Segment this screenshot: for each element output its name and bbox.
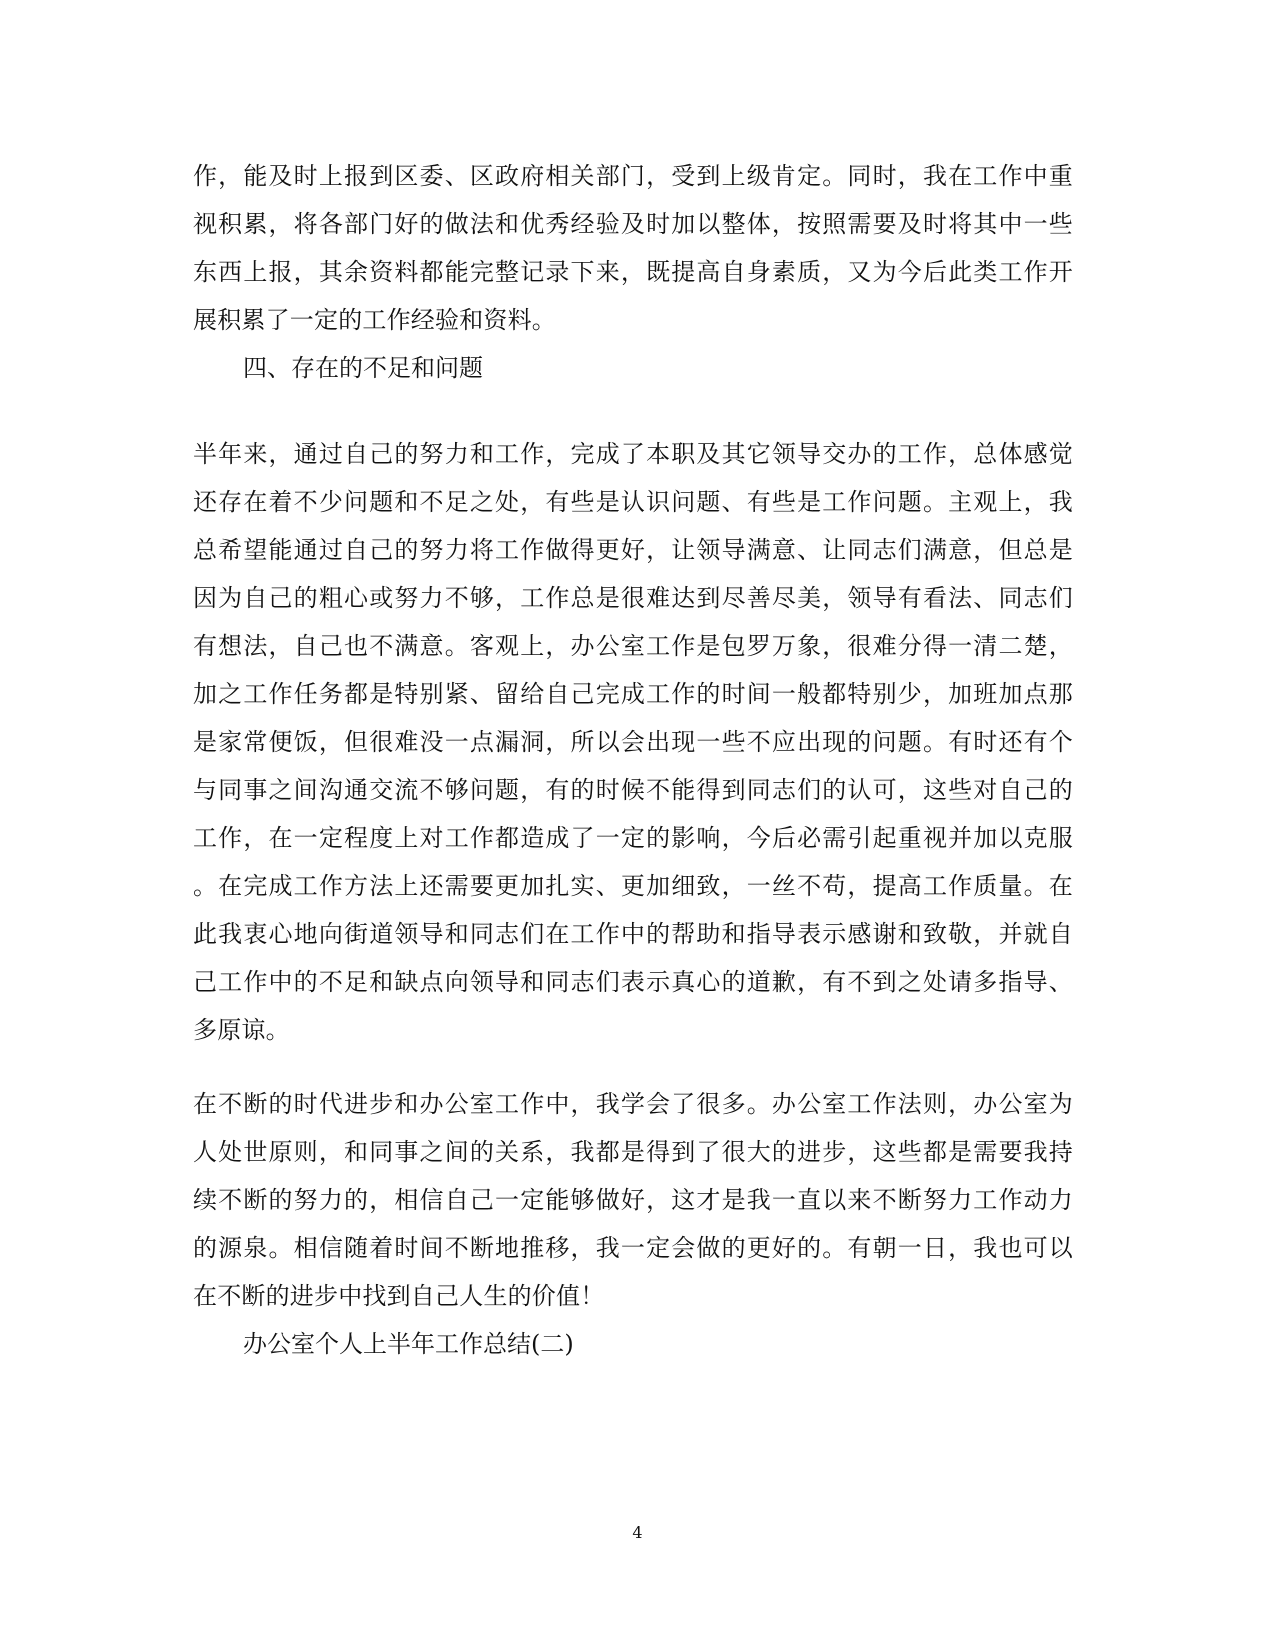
text-line: 工作，在一定程度上对工作都造成了一定的影响，今后必需引起重视并加以克服 [193,824,1073,852]
text-line: 己工作中的不足和缺点向领导和同志们表示真心的道歉，有不到之处请多指导、 [193,968,1073,996]
paragraph-shortcomings [193,430,1073,1054]
text-line: 在不断的进步中找到自己人生的价值！ [193,1282,605,1310]
text-line: 在不断的时代进步和办公室工作中，我学会了很多。办公室工作法则，办公室为 [193,1090,1073,1118]
text-line: 。在完成工作方法上还需要更加扎实、更加细致，一丝不苟，提高工作质量。在 [193,872,1073,900]
text-line: 半年来，通过自己的努力和工作，完成了本职及其它领导交办的工作，总体感觉 [193,440,1073,468]
text-line: 作，能及时上报到区委、区政府相关部门，受到上级肯定。同时，我在工作中重 [193,162,1073,190]
text-line: 此我衷心地向街道领导和同志们在工作中的帮助和指导表示感谢和致敬，并就自 [193,920,1073,948]
text-line: 视积累，将各部门好的做法和优秀经验及时加以整体，按照需要及时将其中一些 [193,210,1073,238]
text-line: 总希望能通过自己的努力将工作做得更好，让领导满意、让同志们满意，但总是 [193,536,1073,564]
text-line: 加之工作任务都是特别紧、留给自己完成工作的时间一般都特别少，加班加点那 [193,680,1073,708]
next-section-title: 办公室个人上半年工作总结(二) [243,1330,574,1358]
text-line: 展积累了一定的工作经验和资料。 [193,306,556,334]
text-line: 有想法，自己也不满意。客观上，办公室工作是包罗万象，很难分得一清二楚， [193,632,1073,660]
text-line: 因为自己的粗心或努力不够，工作总是很难达到尽善尽美，领导有看法、同志们 [193,584,1073,612]
section-heading: 四、存在的不足和问题 [243,354,483,382]
text-line: 多原谅。 [193,1016,290,1044]
text-line: 人处世原则，和同事之间的关系，我都是得到了很大的进步，这些都是需要我持 [193,1138,1073,1166]
text-line: 东西上报，其余资料都能完整记录下来，既提高自身素质，又为今后此类工作开 [193,258,1073,286]
text-line: 与同事之间沟通交流不够问题，有的时候不能得到同志们的认可，这些对自己的 [193,776,1073,804]
text-line: 还存在着不少问题和不足之处，有些是认识问题、有些是工作问题。主观上，我 [193,488,1073,516]
text-line: 续不断的努力的，相信自己一定能够做好，这才是我一直以来不断努力工作动力 [193,1186,1073,1214]
text-line: 的源泉。相信随着时间不断地推移，我一定会做的更好的。有朝一日，我也可以 [193,1234,1073,1262]
paragraph-continuation [193,152,1073,344]
paragraph-conclusion [193,1080,1073,1320]
text-line: 是家常便饭，但很难没一点漏洞，所以会出现一些不应出现的问题。有时还有个 [193,728,1073,756]
page-number: 4 [632,1523,643,1542]
